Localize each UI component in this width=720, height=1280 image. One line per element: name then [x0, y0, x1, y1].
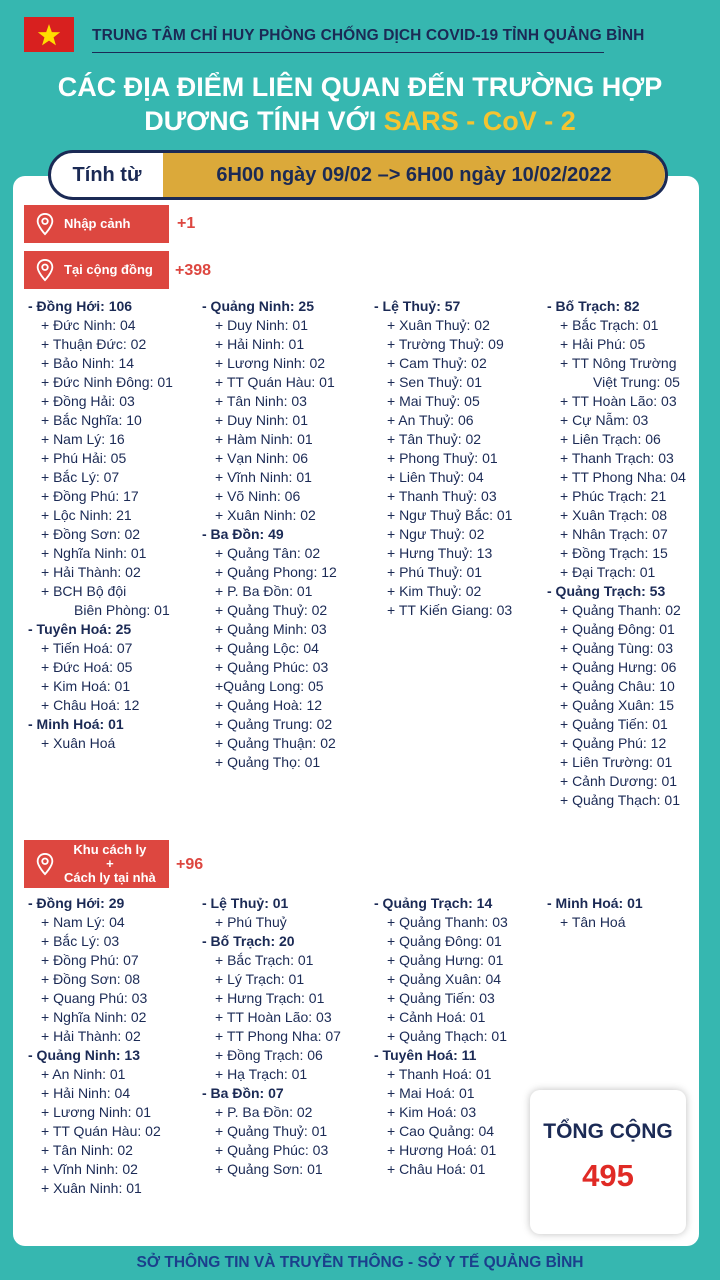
tag-quarantine-label-line2: +: [106, 856, 114, 871]
commune-item: + Vĩnh Ninh: 02: [41, 1161, 138, 1177]
title-highlight: SARS - CoV - 2: [383, 106, 576, 136]
commune-item: + Mai Hoá: 01: [387, 1085, 475, 1101]
commune-item: + Đồng Sơn: 02: [41, 526, 141, 542]
total-value: 495: [582, 1158, 634, 1193]
commune-item: + Châu Hoá: 01: [387, 1161, 486, 1177]
commune-item: + Quang Phú: 03: [41, 990, 148, 1006]
commune-item: + Hàm Ninh: 01: [215, 431, 313, 447]
tag-quarantine-count: +96: [176, 856, 204, 873]
location-pin-icon: [34, 258, 56, 282]
commune-item: + Quảng Xuân: 04: [387, 971, 502, 987]
commune-item: + Ngư Thuỷ Bắc: 01: [387, 507, 513, 523]
divider: [92, 52, 604, 53]
commune-item: + Hưng Trạch: 01: [215, 990, 325, 1006]
commune-item: + Xuân Thuỷ: 02: [387, 317, 490, 333]
commune-item: + Bắc Lý: 03: [41, 933, 120, 949]
commune-item: + Phong Thuỷ: 01: [387, 450, 498, 466]
commune-item: + Hưng Thuỷ: 13: [387, 545, 493, 561]
commune-item: + Hải Thành: 02: [41, 564, 141, 580]
commune-item: + Ngư Thuỷ: 02: [387, 526, 485, 542]
commune-item: + Quảng Xuân: 15: [560, 697, 675, 713]
location-pin-icon: [34, 212, 56, 236]
commune-item: + Nam Lý: 04: [41, 914, 125, 930]
commune-item: + Quảng Phúc: 03: [215, 1142, 329, 1158]
commune-item: + Thanh Hoá: 01: [387, 1066, 492, 1082]
commune-item: + Bắc Lý: 07: [41, 469, 120, 485]
commune-item: + Thanh Thuỷ: 03: [387, 488, 497, 504]
district-heading: - Ba Đồn: 07: [202, 1085, 284, 1101]
commune-item: + An Ninh: 01: [41, 1066, 126, 1082]
community-column-4: [547, 297, 686, 810]
commune-item: + Quảng Thanh: 03: [387, 914, 508, 930]
commune-item: + Quảng Hưng: 01: [387, 952, 504, 968]
commune-item: + Kim Hoá: 03: [387, 1104, 477, 1120]
commune-item: + Quảng Thuỷ: 02: [215, 602, 328, 618]
commune-item: + Vĩnh Ninh: 01: [215, 469, 312, 485]
commune-item: + Đồng Sơn: 08: [41, 971, 141, 987]
commune-item: + Duy Ninh: 01: [215, 317, 308, 333]
commune-item: + Tân Hoá: [560, 914, 626, 930]
commune-item: + Xuân Hoá: [41, 735, 116, 751]
commune-item: + Xuân Trạch: 08: [560, 507, 668, 523]
commune-item: + Quảng Thọ: 01: [215, 754, 321, 770]
commune-item: + Quảng Tiến: 03: [387, 990, 495, 1006]
commune-item: + Tiến Hoá: 07: [41, 640, 133, 656]
tag-entry: [24, 205, 169, 243]
commune-item-continuation: Biên Phòng: 01: [74, 602, 170, 618]
commune-item: + TT Phong Nha: 04: [560, 469, 686, 485]
total-label: TỔNG CỘNG: [543, 1120, 673, 1143]
commune-item: + Quảng Phú: 12: [560, 735, 667, 751]
commune-item: + TT Quán Hàu: 02: [41, 1123, 161, 1139]
commune-item: + Quảng Trung: 02: [215, 716, 333, 732]
quarantine-column-1: [28, 894, 161, 1198]
district-heading: - Ba Đồn: 49: [202, 526, 284, 542]
tag-community: [24, 251, 169, 289]
commune-item: + Quảng Phúc: 03: [215, 659, 329, 675]
commune-item: + Đồng Trạch: 15: [560, 545, 668, 561]
district-heading: - Bố Trạch: 20: [202, 933, 295, 949]
quarantine-column-3: [374, 894, 508, 1179]
commune-item: + P. Ba Đồn: 01: [215, 583, 313, 599]
commune-item: + Quảng Thuận: 02: [215, 735, 336, 751]
commune-item: + Kim Thuỷ: 02: [387, 583, 482, 599]
commune-item: + BCH Bộ đội: [41, 583, 127, 599]
commune-item: + Phú Hải: 05: [41, 450, 127, 466]
commune-item: + Quảng Đông: 01: [387, 933, 502, 949]
commune-item: + Cự Nẫm: 03: [560, 412, 649, 428]
commune-item: + P. Ba Đồn: 02: [215, 1104, 313, 1120]
footer: SỞ THÔNG TIN VÀ TRUYỀN THÔNG - SỞ Y TẾ QUẢNG BÌNH: [136, 1254, 584, 1271]
tag-community-label: Tại cộng đồng: [64, 262, 153, 277]
commune-item: + Hải Thành: 02: [41, 1028, 141, 1044]
commune-item: + Quảng Thạch: 01: [560, 792, 680, 808]
commune-item: + Vạn Ninh: 06: [215, 450, 309, 466]
commune-item: + Xuân Ninh: 02: [215, 507, 316, 523]
commune-item: + Cảnh Hoá: 01: [387, 1009, 486, 1025]
commune-item: + Quảng Lộc: 04: [215, 640, 319, 656]
tag-quarantine-label: [64, 843, 156, 885]
commune-item: + Phú Thuỷ: [215, 914, 287, 930]
commune-item: + TT Quán Hàu: 01: [215, 374, 335, 390]
commune-item: + Quảng Tiến: 01: [560, 716, 668, 732]
commune-item: + Phúc Trạch: 21: [560, 488, 667, 504]
tag-entry-count: +1: [177, 215, 196, 232]
commune-item: + Bắc Trạch: 01: [560, 317, 659, 333]
commune-item: + Nghĩa Ninh: 02: [41, 1009, 147, 1025]
commune-item: + Thanh Trạch: 03: [560, 450, 674, 466]
district-heading: - Minh Hoá: 01: [28, 716, 124, 732]
commune-item: + Nam Lý: 16: [41, 431, 125, 447]
district-heading: - Đồng Hới: 29: [28, 895, 125, 911]
district-heading: - Lệ Thuỷ: 57: [374, 298, 461, 314]
commune-item: + Quảng Hoà: 12: [215, 697, 323, 713]
commune-item: + Quảng Sơn: 01: [215, 1161, 323, 1177]
commune-item: + Đồng Trạch: 06: [215, 1047, 323, 1063]
commune-item: + Đồng Hải: 03: [41, 393, 135, 409]
community-column-1: [28, 297, 173, 753]
district-heading: - Quảng Trạch: 14: [374, 895, 493, 911]
quarantine-column-4: [547, 894, 643, 932]
commune-item: + Cam Thuỷ: 02: [387, 355, 487, 371]
commune-item: + Liên Thuỷ: 04: [387, 469, 484, 485]
commune-item: + Hải Phú: 05: [560, 336, 646, 352]
tag-community-count: +398: [175, 262, 212, 279]
commune-item: + Lộc Ninh: 21: [41, 507, 132, 523]
commune-item: + Kim Hoá: 01: [41, 678, 131, 694]
commune-item: + Quảng Hưng: 06: [560, 659, 677, 675]
commune-item: + Lương Ninh: 01: [41, 1104, 152, 1120]
commune-item: + Lương Ninh: 02: [215, 355, 326, 371]
commune-item: + Bảo Ninh: 14: [41, 355, 135, 371]
commune-item: + Châu Hoá: 12: [41, 697, 140, 713]
commune-item: + TT Hoàn Lão: 03: [560, 393, 677, 409]
district-heading: - Lệ Thuỷ: 01: [202, 895, 289, 911]
commune-item: + Bắc Trạch: 01: [215, 952, 314, 968]
period-label: Tính từ: [72, 163, 142, 186]
quarantine-column-2: [202, 894, 341, 1179]
commune-item: +Quảng Long: 05: [215, 678, 324, 694]
commune-item: + Nghĩa Ninh: 01: [41, 545, 147, 561]
commune-item: + Thuận Đức: 02: [41, 336, 147, 352]
commune-item: + Đức Hoá: 05: [41, 659, 133, 675]
commune-item: + Bắc Nghĩa: 10: [41, 412, 142, 428]
commune-item: + An Thuỷ: 06: [387, 412, 474, 428]
page-title-line1: CÁC ĐỊA ĐIỂM LIÊN QUAN ĐẾN TRƯỜNG HỢP: [57, 72, 663, 102]
district-heading: - Quảng Ninh: 13: [28, 1047, 140, 1063]
commune-item: + Sen Thuỷ: 01: [387, 374, 483, 390]
tag-quarantine-label-line3: Cách ly tại nhà: [64, 870, 156, 885]
location-pin-icon: [34, 852, 56, 876]
commune-item: + Quảng Tùng: 03: [560, 640, 673, 656]
period-banner: [48, 150, 668, 200]
commune-item: + Nhân Trạch: 07: [560, 526, 668, 542]
commune-item: + Hạ Trạch: 01: [215, 1066, 308, 1082]
commune-item: + Phú Thuỷ: 01: [387, 564, 483, 580]
commune-item: + Cảnh Dương: 01: [560, 773, 678, 789]
district-heading: - Tuyên Hoá: 25: [28, 621, 132, 637]
district-heading: - Quảng Trạch: 53: [547, 583, 666, 599]
commune-item: + Đồng Phú: 07: [41, 952, 139, 968]
commune-item: + Đức Ninh: 04: [41, 317, 136, 333]
commune-item: + TT Nông Trường: [560, 355, 677, 371]
commune-item: + Quảng Minh: 03: [215, 621, 327, 637]
commune-item: + Duy Ninh: 01: [215, 412, 308, 428]
commune-item: + Liên Trạch: 06: [560, 431, 661, 447]
commune-item: + TT Hoàn Lão: 03: [215, 1009, 332, 1025]
commune-item: + Liên Trường: 01: [560, 754, 673, 770]
commune-item: + Đại Trạch: 01: [560, 564, 656, 580]
tag-quarantine-label-line1: Khu cách ly: [73, 842, 147, 857]
vietnam-flag-icon: [24, 17, 74, 52]
commune-item: + Quảng Thanh: 02: [560, 602, 681, 618]
district-heading: - Bố Trạch: 82: [547, 298, 640, 314]
commune-item: + Trường Thuỷ: 09: [387, 336, 504, 352]
commune-item: + Xuân Ninh: 01: [41, 1180, 142, 1196]
tag-entry-label: Nhập cảnh: [64, 216, 131, 231]
commune-item: + Quảng Châu: 10: [560, 678, 675, 694]
page-title-line2: [0, 106, 720, 137]
commune-item: + Quảng Tân: 02: [215, 545, 321, 561]
commune-item: + Võ Ninh: 06: [215, 488, 301, 504]
title-prefix: DƯƠNG TÍNH VỚI: [144, 106, 377, 136]
district-heading: - Quảng Ninh: 25: [202, 298, 314, 314]
commune-item: + Quảng Thạch: 01: [387, 1028, 507, 1044]
tag-quarantine: [24, 840, 169, 888]
commune-item: + Quảng Đông: 01: [560, 621, 675, 637]
commune-item: + Quảng Thuỷ: 01: [215, 1123, 328, 1139]
commune-item: + Tân Ninh: 02: [41, 1142, 133, 1158]
commune-item: + Đức Ninh Đông: 01: [41, 374, 173, 390]
community-column-2: [202, 297, 337, 772]
commune-item: + Tân Ninh: 03: [215, 393, 307, 409]
commune-item: + Mai Thuỷ: 05: [387, 393, 480, 409]
commune-item: + Hải Ninh: 04: [41, 1085, 131, 1101]
total-box: [530, 1090, 686, 1234]
commune-item: + Hải Ninh: 01: [215, 336, 305, 352]
district-heading: - Minh Hoá: 01: [547, 895, 643, 911]
commune-item: + Tân Thuỷ: 02: [387, 431, 482, 447]
period-value: 6H00 ngày 09/02 –> 6H00 ngày 10/02/2022: [163, 153, 665, 197]
commune-item-continuation: Việt Trung: 05: [593, 374, 680, 390]
commune-item: + Cao Quảng: 04: [387, 1123, 495, 1139]
commune-item: + Hương Hoá: 01: [387, 1142, 497, 1158]
district-heading: - Tuyên Hoá: 11: [374, 1047, 477, 1063]
district-heading: - Đồng Hới: 106: [28, 298, 133, 314]
community-column-3: [374, 297, 512, 620]
commune-item: + Lý Trạch: 01: [215, 971, 305, 987]
commune-item: + Đồng Phú: 17: [41, 488, 139, 504]
commune-item: + Quảng Phong: 12: [215, 564, 337, 580]
commune-item: + TT Phong Nha: 07: [215, 1028, 341, 1044]
organization-name: TRUNG TÂM CHỈ HUY PHÒNG CHỐNG DỊCH COVID-19 TỈNH QUẢNG BÌNH: [92, 27, 645, 44]
commune-item: + TT Kiến Giang: 03: [387, 602, 513, 618]
